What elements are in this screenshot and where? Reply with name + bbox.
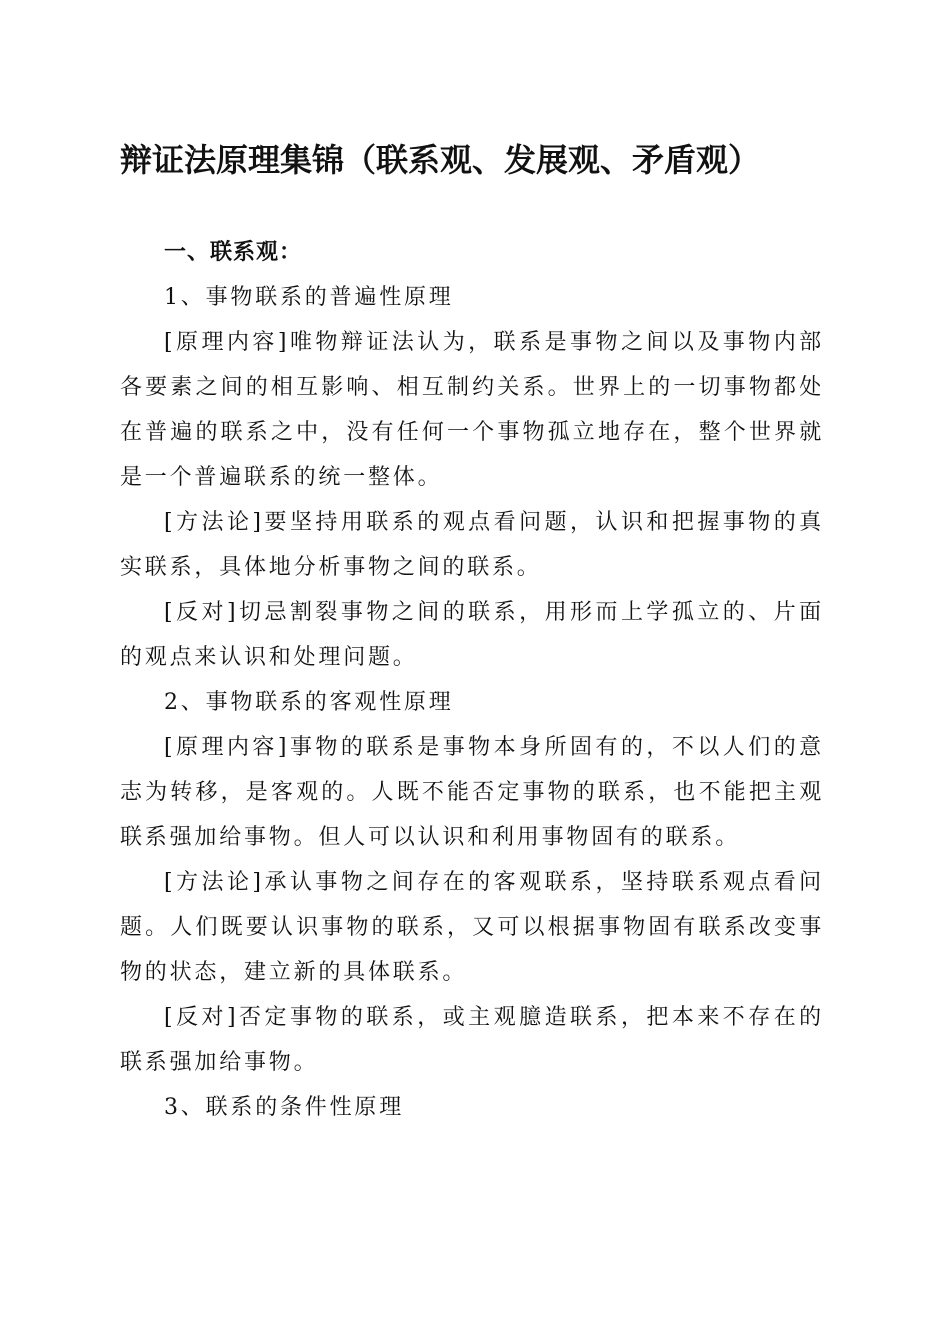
principle-1-methodology: [方法论]要坚持用联系的观点看问题，认识和把握事物的真实联系，具体地分析事物之间的联系。 <box>120 510 824 580</box>
principle-2-content: [原理内容]事物的联系是事物本身所固有的，不以人们的意志为转移，是客观的。人既不能否定事物的联系，也不能把主观联系强加给事物。但人可以认识和利用事物固有的联系。 <box>120 735 824 850</box>
section-heading-connection-view: 一、联系观： <box>164 240 303 265</box>
principle-2-oppose: [反对]否定事物的联系，或主观臆造联系，把本来不存在的联系强加给事物。 <box>120 1005 824 1075</box>
principle-1-heading: 1、事物联系的普遍性原理 <box>164 285 454 310</box>
principle-3-heading: 3、联系的条件性原理 <box>164 1095 404 1120</box>
principle-2-methodology: [方法论]承认事物之间存在的客观联系，坚持联系观点看问题。人们既要认识事物的联系，又可以根据事物固有联系改变事物的状态，建立新的具体联系。 <box>120 870 824 985</box>
principle-1-content: [原理内容]唯物辩证法认为，联系是事物之间以及事物内部各要素之间的相互影响、相互制约关系。世界上的一切事物都处在普遍的联系之中，没有任何一个事物孤立地存在，整个世界就是一个普遍联系的统一整体。 <box>120 330 824 490</box>
document-title: 辩证法原理集锦（联系观、发展观、矛盾观） <box>120 141 761 179</box>
document-body <box>120 230 824 1130</box>
principle-2-heading: 2、事物联系的客观性原理 <box>164 690 454 715</box>
principle-1-oppose: [反对]切忌割裂事物之间的联系，用形而上学孤立的、片面的观点来认识和处理问题。 <box>120 600 824 670</box>
